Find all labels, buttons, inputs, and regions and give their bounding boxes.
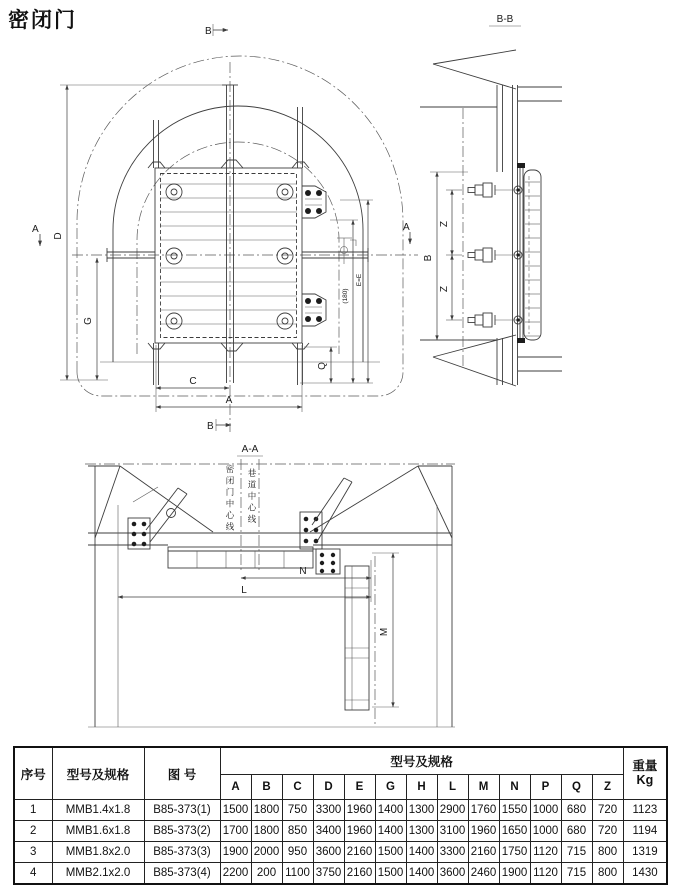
weight-unit: Kg xyxy=(636,772,654,787)
col-header-weight xyxy=(623,747,667,800)
dim-e-label: E=E xyxy=(356,273,363,287)
row-dim-value: 1000 xyxy=(530,800,561,821)
section-mark-b-top: B xyxy=(205,26,212,37)
door-centerline-label: 密闭门中心线 xyxy=(225,464,235,532)
table-row xyxy=(14,842,667,863)
row-dim-value: 1400 xyxy=(375,800,406,821)
row-drawing: B85-373(4) xyxy=(144,863,220,884)
row-dim-value: 3600 xyxy=(437,863,468,884)
dim-col-header-z: Z xyxy=(592,775,623,800)
row-dim-value: 1400 xyxy=(406,863,437,884)
dim-g-label: G xyxy=(83,317,94,325)
dim-d-label: D xyxy=(53,232,64,240)
row-dim-value: 1650 xyxy=(499,821,530,842)
latch-assembly xyxy=(128,487,187,549)
row-dim-value: 2000 xyxy=(251,842,282,863)
page-title: 密闭门 xyxy=(8,9,77,32)
row-drawing: B85-373(3) xyxy=(144,842,220,863)
dim-z1-label: Z xyxy=(439,220,450,228)
row-dim-value: 3400 xyxy=(313,821,344,842)
table-row xyxy=(14,800,667,821)
row-dim-value: 715 xyxy=(561,863,592,884)
row-dim-value: 1700 xyxy=(220,821,251,842)
spec-table-container xyxy=(13,746,668,885)
row-dim-value: 1960 xyxy=(468,821,499,842)
dim-col-header-b: B xyxy=(251,775,282,800)
hinge-lower xyxy=(302,294,326,326)
dim-col-header-p: P xyxy=(530,775,561,800)
row-dim-value: 1120 xyxy=(530,842,561,863)
dim-col-header-g: G xyxy=(375,775,406,800)
row-dim-value: 2160 xyxy=(344,863,375,884)
row-dim-value: 3300 xyxy=(437,842,468,863)
col-header-drawing: 图 号 xyxy=(144,747,220,800)
row-dim-value: 680 xyxy=(561,821,592,842)
dim-col-header-m: M xyxy=(468,775,499,800)
row-dim-value: 3600 xyxy=(313,842,344,863)
row-dim-value: 3300 xyxy=(313,800,344,821)
table-row xyxy=(14,863,667,884)
row-dim-value: 1760 xyxy=(468,800,499,821)
row-weight: 1194 xyxy=(623,821,667,842)
bolt-assembly-bottom xyxy=(468,313,522,327)
row-model: MMB1.4x1.8 xyxy=(52,800,144,821)
row-weight: 1430 xyxy=(623,863,667,884)
bolt-assembly-mid xyxy=(468,248,522,262)
dim-m-label: M xyxy=(379,627,390,637)
row-dim-value: 200 xyxy=(251,863,282,884)
weight-label: 重量 xyxy=(632,758,658,773)
handwheels xyxy=(166,184,293,329)
row-dim-value: 1500 xyxy=(375,842,406,863)
roadway-centerline-label: 巷道中心线 xyxy=(247,468,257,524)
door-ribs xyxy=(160,184,297,324)
row-dim-value: 1800 xyxy=(251,821,282,842)
row-no: 1 xyxy=(14,800,52,821)
row-dim-value: 850 xyxy=(282,821,313,842)
door-leaf-side xyxy=(517,163,541,343)
row-weight: 1319 xyxy=(623,842,667,863)
section-mark-a-right: A xyxy=(403,222,410,233)
dim-c-label: C xyxy=(189,376,197,387)
row-model: MMB1.8x2.0 xyxy=(52,842,144,863)
row-dim-value: 1800 xyxy=(251,800,282,821)
row-dim-value: 2200 xyxy=(220,863,251,884)
hinge-upper xyxy=(302,186,326,218)
row-dim-value: 1000 xyxy=(530,821,561,842)
wall-section xyxy=(88,466,455,727)
row-dim-value: 1900 xyxy=(220,842,251,863)
row-dim-value: 950 xyxy=(282,842,313,863)
dim-col-header-n: N xyxy=(499,775,530,800)
row-dim-value: 720 xyxy=(592,821,623,842)
dim-z2-label: Z xyxy=(439,285,450,293)
dim-b-label: B xyxy=(423,254,434,262)
support-posts xyxy=(154,85,303,385)
dim-col-header-q: Q xyxy=(561,775,592,800)
bolt-assembly-top xyxy=(468,183,522,197)
row-no: 2 xyxy=(14,821,52,842)
front-view xyxy=(32,24,418,432)
section-mark-b-bottom: B xyxy=(207,421,214,432)
row-dim-value: 1900 xyxy=(499,863,530,884)
row-dim-value: 1550 xyxy=(499,800,530,821)
dim-col-header-h: H xyxy=(406,775,437,800)
row-dim-value: 1500 xyxy=(220,800,251,821)
dim-180-label: (180) xyxy=(342,288,349,304)
row-dim-value: 1400 xyxy=(406,842,437,863)
row-drawing: B85-373(2) xyxy=(144,821,220,842)
row-dim-value: 1100 xyxy=(282,863,313,884)
row-drawing: B85-373(1) xyxy=(144,800,220,821)
tunnel-outline-middle xyxy=(113,106,363,362)
row-no: 4 xyxy=(14,863,52,884)
dim-col-header-c: C xyxy=(282,775,313,800)
row-dim-value: 1750 xyxy=(499,842,530,863)
row-dim-value: 2160 xyxy=(468,842,499,863)
row-dim-value: 750 xyxy=(282,800,313,821)
view-label-bb: B-B xyxy=(496,14,514,25)
row-dim-value: 1300 xyxy=(406,800,437,821)
dim-col-header-e: E xyxy=(344,775,375,800)
spec-table xyxy=(13,746,668,885)
row-dim-value: 1400 xyxy=(375,821,406,842)
row-dim-value: 2460 xyxy=(468,863,499,884)
row-dim-value: 800 xyxy=(592,863,623,884)
row-weight: 1123 xyxy=(623,800,667,821)
dim-col-header-d: D xyxy=(313,775,344,800)
hinge-assembly xyxy=(300,478,352,574)
row-dim-value: 3100 xyxy=(437,821,468,842)
col-header-spec-group: 型号及规格 xyxy=(220,747,623,775)
view-label-aa: A-A xyxy=(241,444,259,455)
row-dim-value: 1960 xyxy=(344,800,375,821)
row-model: MMB1.6x1.8 xyxy=(52,821,144,842)
row-dim-value: 2900 xyxy=(437,800,468,821)
col-header-model: 型号及规格 xyxy=(52,747,144,800)
row-no: 3 xyxy=(14,842,52,863)
row-dim-value: 720 xyxy=(592,800,623,821)
row-model: MMB2.1x2.0 xyxy=(52,863,144,884)
dim-n-label: N xyxy=(299,566,307,577)
dim-l-label: L xyxy=(241,585,247,596)
row-dim-value: 2160 xyxy=(344,842,375,863)
dim-col-header-a: A xyxy=(220,775,251,800)
row-dim-value: 1960 xyxy=(344,821,375,842)
dim-a-label: A xyxy=(225,395,233,406)
row-dim-value: 1120 xyxy=(530,863,561,884)
table-row xyxy=(14,821,667,842)
dim-q-label: Q xyxy=(317,362,328,370)
dim-col-header-l: L xyxy=(437,775,468,800)
row-dim-value: 715 xyxy=(561,842,592,863)
col-header-no: 序号 xyxy=(14,747,52,800)
door-plan xyxy=(168,547,313,568)
row-dim-value: 680 xyxy=(561,800,592,821)
section-mark-a-left: A xyxy=(32,224,39,235)
row-dim-value: 1300 xyxy=(406,821,437,842)
row-dim-value: 1500 xyxy=(375,863,406,884)
side-view-bb xyxy=(420,14,562,386)
open-door-leaf xyxy=(345,566,369,710)
row-dim-value: 800 xyxy=(592,842,623,863)
leaf-ribs xyxy=(525,182,540,336)
section-view-aa xyxy=(85,444,455,727)
row-dim-value: 3750 xyxy=(313,863,344,884)
